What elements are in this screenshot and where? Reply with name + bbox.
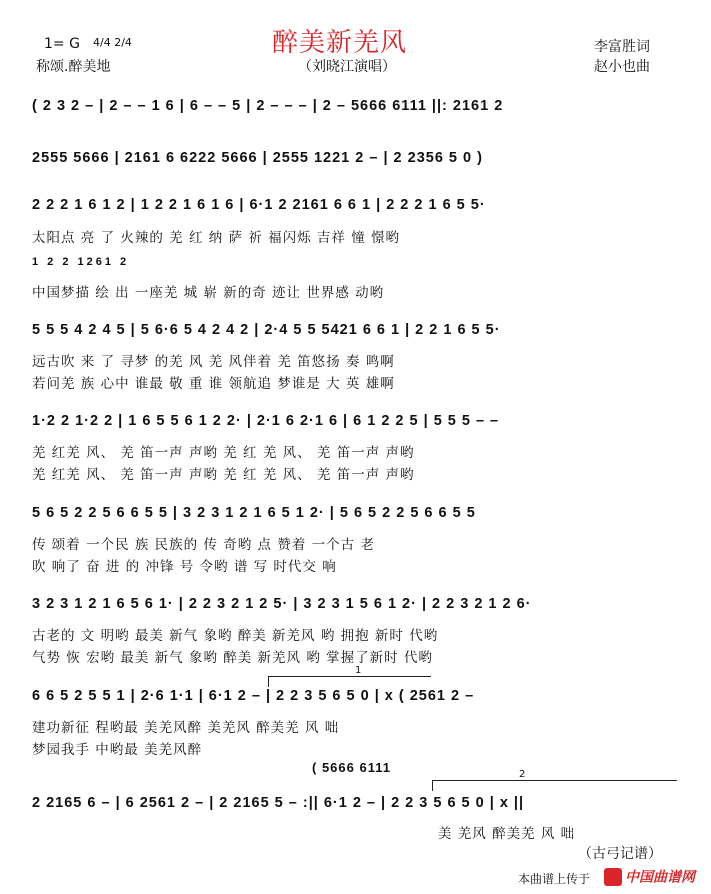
- score-line-10-small: ( 5666 6111: [312, 760, 391, 775]
- transcriber-note: （古弓记谱）: [578, 846, 662, 862]
- lyric-line-8a: 古老的 文 明哟 最美 新气 象哟 醉美 新羌风 哟 拥抱 新时 代哟: [32, 628, 439, 644]
- score-line-9: 6 6 5 2 5 5 1 | 2·6 1·1 | 6·1 2 – | 2 2 3 5 6 5 0 | x ( 2561 2 –: [32, 688, 475, 704]
- score-line-11: 2 2165 6 – | 6 2561 2 – | 2 2165 5 – :|| 6·1 2 – | 2 2 3 5 6 5 0 | x ||: [32, 795, 525, 811]
- lyric-line-4: 中国梦描 绘 出 一座羌 城 崭 新的奇 迹让 世界感 动哟: [32, 285, 385, 301]
- score-line-5: 5 5 5 4 2 4 5 | 5 6·6 5 4 2 4 2 | 2·4 5 5 5421 6 6 1 | 2 2 1 6 5 5·: [32, 322, 501, 338]
- volta-bracket-2: 2: [432, 780, 677, 791]
- lyric-line-3: 太阳点 亮 了 火辣的 羌 红 纳 萨 祈 福闪烁 吉祥 憧 憬哟: [32, 230, 400, 246]
- lyric-line-5a: 远古吹 来 了 寻梦 的羌 风 羌 风伴着 羌 笛悠扬 奏 鸣啊: [32, 354, 395, 370]
- lyric-line-8b: 气势 恢 宏哟 最美 新气 象哟 醉美 新羌风 哟 掌握了新时 代哟: [32, 650, 433, 666]
- composer: 赵小也曲: [594, 59, 650, 75]
- volta-bracket-1: 1: [268, 676, 431, 687]
- score-line-7: 5 6 5 2 2 5 6 6 5 5 | 3 2 3 1 2 1 6 5 1 2· | 5 6 5 2 2 5 6 6 5 5: [32, 505, 476, 521]
- score-line-6: 1·2 2 1·2 2 | 1 6 5 5 6 1 2 2· | 2·1 6 2·1 6 | 6 1 2 2 5 | 5 5 5 – –: [32, 413, 500, 429]
- key-signature: 1= G: [44, 36, 80, 52]
- lyric-line-6a: 羌 红羌 风、 羌 笛一声 声哟 羌 红 羌 风、 羌 笛一声 声哟: [32, 445, 415, 461]
- lyric-line-7a: 传 颂着 一个民 族 民族的 传 奇哟 点 赞着 一个古 老: [32, 537, 375, 553]
- lyric-line-9b: 梦园我手 中哟最 美羌风醉: [32, 742, 203, 758]
- time-signature: 4/4 2/4: [93, 36, 132, 49]
- lyricist: 李富胜词: [594, 39, 650, 55]
- lyric-line-7b: 吹 响了 奋 进 的 冲锋 号 令哟 谱 写 时代交 响: [32, 559, 337, 575]
- subtitle-left: 称颂.醉美地: [36, 59, 111, 75]
- score-line-1: ( 2 3 2 – | 2 – – 1 6 | 6 – – 5 | 2 – – – | 2 – 5666 6111 ||: 2161 2: [32, 98, 504, 114]
- lyric-line-5b: 若问羌 族 心中 谁最 敬 重 谁 领航追 梦谁是 大 英 雄啊: [32, 376, 395, 392]
- performer: （刘晓江演唱）: [298, 59, 396, 75]
- lyric-line-6b: 羌 红羌 风、 羌 笛一声 声哟 羌 红 羌 风、 羌 笛一声 声哟: [32, 467, 415, 483]
- site-logo[interactable]: [604, 866, 695, 887]
- score-line-8: 3 2 3 1 2 1 6 5 6 1· | 2 2 3 2 1 2 5· | 3 2 3 1 5 6 1 2· | 2 2 3 2 1 2 6·: [32, 596, 532, 612]
- score-line-3: 2 2 2 1 6 1 2 | 1 2 2 1 6 1 6 | 6·1 2 2161 6 6 1 | 2 2 2 1 6 5 5·: [32, 197, 486, 213]
- site-name: 中国曲谱网: [625, 869, 695, 886]
- upload-text: 本曲谱上传于: [518, 872, 591, 886]
- score-line-2: 2555 5666 | 2161 6 6222 5666 | 2555 1221 2 – | 2 2356 5 0 ): [32, 150, 483, 166]
- logo-icon: [604, 868, 622, 886]
- score-line-4-small: 1 2 2 1261 2: [32, 256, 130, 268]
- lyric-line-9a: 建功新征 程哟最 美羌风醉 美羌风 醉美羌 风 咄: [32, 720, 340, 736]
- lyric-line-11: 美 羌风 醉美羌 风 咄: [438, 826, 576, 842]
- page-title: 醉美新羌风: [272, 28, 408, 58]
